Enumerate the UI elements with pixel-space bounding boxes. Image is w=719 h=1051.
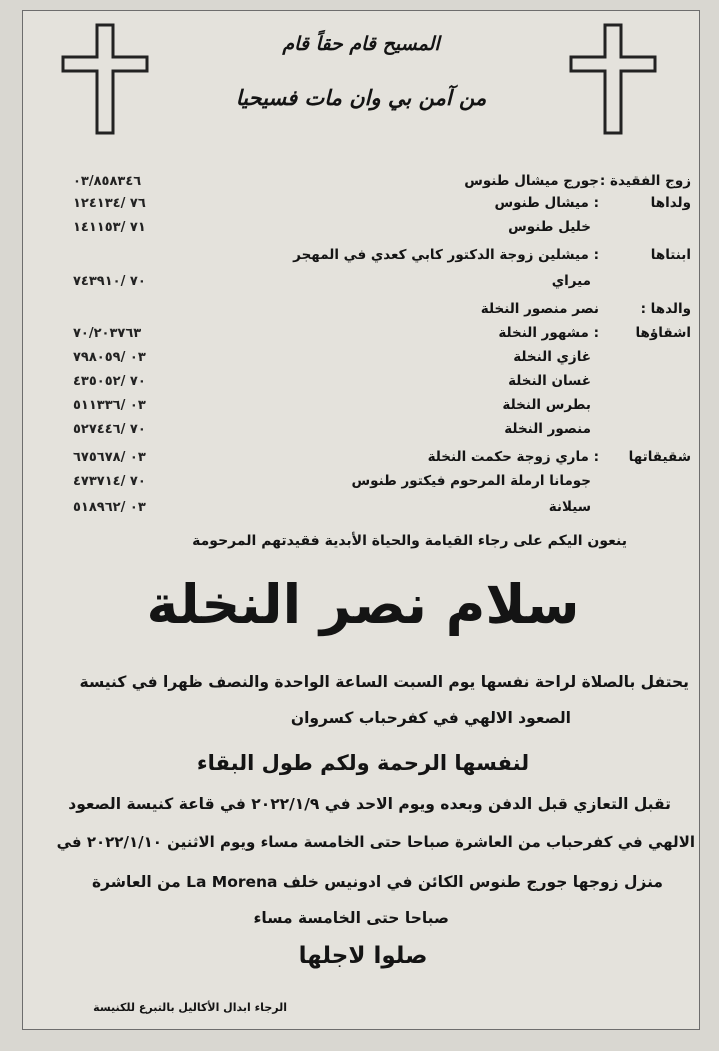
funeral-line-2: الصعود الالهي في كفرحباب كسروان <box>290 709 571 727</box>
family-member-name: غازي النخلة <box>513 349 591 365</box>
family-phone-number: ٧٠ /٤٧٣٧١٤ <box>73 474 146 489</box>
family-role-label: زوج الفقيدة : <box>599 173 691 189</box>
family-member-name: جورج ميشال طنوس <box>464 173 599 189</box>
family-member-name: جومانا ارملة المرحوم فيكتور طنوس <box>351 473 591 489</box>
header-line-1: المسيح قام حقاً قام <box>282 33 440 55</box>
pray-line: صلوا لاجلها <box>298 943 428 969</box>
family-member-name: ميراي <box>551 273 591 289</box>
family-phone-number: ٠٣ /٥١٨٩٦٢ <box>73 500 146 515</box>
family-phone-number: ٧٠ /٤٣٥٠٥٢ <box>73 374 146 389</box>
condolences-line-2: الالهي في كفرحباب من العاشرة صباحا حتى الخامسة مساء ويوم الاثنين ٢٠٢٢/١/١٠ في <box>56 833 695 851</box>
footer-note: الرجاء ابدال الأكاليل بالتبرع للكنيسة <box>93 1001 287 1014</box>
funeral-line-1: يحتفل بالصلاة لراحة نفسها يوم السبت الساعة الواحدة والنصف ظهرا في كنيسة <box>79 673 689 691</box>
family-role-label: ابنتاها <box>650 247 691 263</box>
family-member-name: نصر منصور النخلة <box>480 301 599 317</box>
family-role-label: اشقاؤها <box>635 325 691 341</box>
family-phone-number: ٠٣/٨٥٨٣٤٦ <box>73 174 142 189</box>
family-phone-number: ٧٠/٢٠٣٧٦٣ <box>73 326 142 341</box>
condolences-line-3: منزل زوجها جورج طنوس الكائن في ادونيس خلف La Morena من العاشرة <box>91 873 663 891</box>
family-phone-number: ٧٠ /٥٢٧٤٤٦ <box>73 422 146 437</box>
family-phone-number: ٠٣ /٥١١٣٣٦ <box>73 398 146 413</box>
family-member-name: بطرس النخلة <box>502 397 591 413</box>
family-member-name: منصور النخلة <box>504 421 591 437</box>
left-cross-icon <box>57 21 153 137</box>
deceased-name: سلام نصر النخلة <box>146 573 580 636</box>
family-phone-number: ٧١ /١٤١١٥٣ <box>73 220 146 235</box>
family-phone-number: ٠٣ /٧٩٨٠٥٩ <box>73 350 146 365</box>
family-role-label: شقيقاتها <box>628 449 691 465</box>
mercy-line: لنفسها الرحمة ولكم طول البقاء <box>196 751 530 775</box>
family-role-label: ولداها <box>650 195 691 211</box>
condolences-line-1: تقبل التعازي قبل الدفن وبعده ويوم الاحد في ٢٠٢٢/١/٩ في قاعة كنيسة الصعود <box>68 795 671 813</box>
family-phone-number: ٧٠ /٧٤٣٩١٠ <box>73 274 146 289</box>
family-role-label: والدها : <box>640 301 691 317</box>
family-member-name: غسان النخلة <box>508 373 591 389</box>
family-member-name: : مشهور النخلة <box>498 325 599 341</box>
family-member-name: : ماري زوجة حكمت النخلة <box>427 449 599 465</box>
condolences-line-4: صباحا حتى الخامسة مساء <box>253 909 449 927</box>
family-member-name: : ميشلين زوجة الدكتور كابي كعدي في المهجر <box>293 247 599 263</box>
family-member-name: خليل طنوس <box>508 219 591 235</box>
family-member-name: : ميشال طنوس <box>494 195 599 211</box>
family-phone-number: ٧٦ /١٢٤١٣٤ <box>73 196 146 211</box>
obituary-page <box>22 10 700 1030</box>
header-line-2: من آمن بي وان مات فسيحيا <box>235 85 487 110</box>
family-member-name: سيلانة <box>548 499 591 515</box>
mourn-line: ينعون اليكم على رجاء القيامة والحياة الأبدية فقيدتهم المرحومة <box>192 533 627 549</box>
family-phone-number: ٠٣ /٦٧٥٦٧٨ <box>73 450 146 465</box>
right-cross-icon <box>565 21 661 137</box>
